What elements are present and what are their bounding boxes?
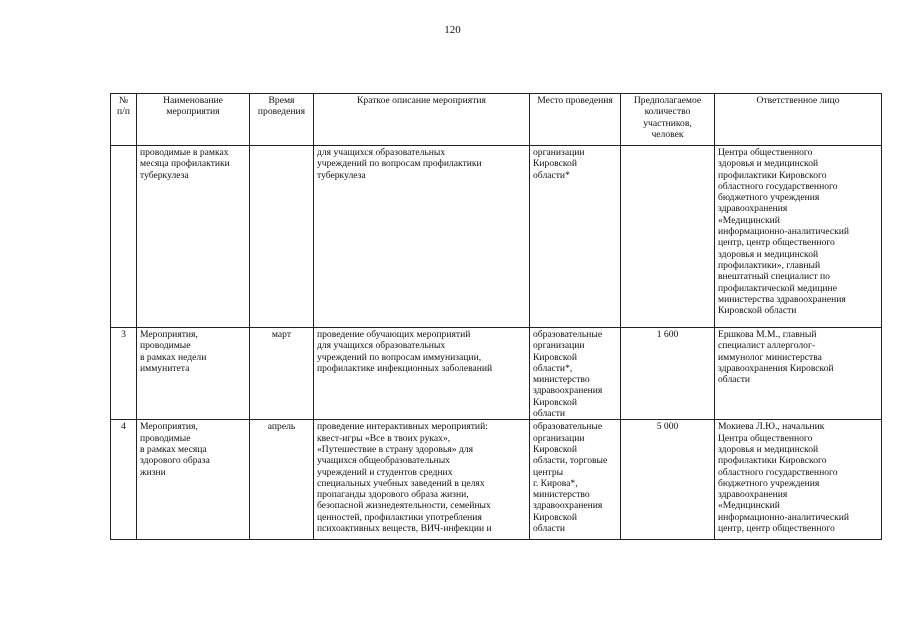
table-header-row [111, 94, 882, 146]
table-row [111, 328, 882, 420]
header-time: Время проведения [250, 94, 314, 146]
cell-description: проведение обучающих мероприятий для учащихся образовательных учреждений по вопросам иммунизации, профилактике инфекционных заболеваний [314, 328, 530, 420]
table-row [111, 420, 882, 540]
cell-event-name: Мероприятия, проводимые в рамках недели иммунитета [137, 328, 250, 420]
table-row [111, 146, 882, 328]
header-participants: Предполагаемое количество участников, человек [621, 94, 715, 146]
cell-participants: 1 600 [621, 328, 715, 420]
header-description: Краткое описание мероприятия [314, 94, 530, 146]
header-place: Место проведения [530, 94, 621, 146]
cell-participants [621, 146, 715, 328]
cell-description: для учащихся образовательных учреждений по вопросам профилактики туберкулеза [314, 146, 530, 328]
cell-time: март [250, 328, 314, 420]
cell-time: апрель [250, 420, 314, 540]
cell-responsible: Центра общественного здоровья и медицинской профилактики Кировского областного государственного бюджетного учреждения здравоохранения «Медицинский информационно-аналитический центр, центр общественного здоровья и медицинской профилактики», главный внештатный специалист по профилактической медицине министерства здравоохранения Кировской области [715, 146, 882, 328]
cell-place: образовательные организации Кировской области, торговые центры г. Кирова*, министерство здравоохранения Кировской области [530, 420, 621, 540]
header-number: № п/п [111, 94, 137, 146]
cell-time [250, 146, 314, 328]
events-table [110, 93, 882, 540]
header-event-name: Наименование мероприятия [137, 94, 250, 146]
page-number: 120 [444, 24, 461, 36]
cell-event-name: Мероприятия, проводимые в рамках месяца здорового образа жизни [137, 420, 250, 540]
cell-place: образовательные организации Кировской области*, министерство здравоохранения Кировской области [530, 328, 621, 420]
header-responsible: Ответственное лицо [715, 94, 882, 146]
cell-responsible: Мокиева Л.Ю., начальник Центра общественного здоровья и медицинской профилактики Кировского областного государственного бюджетного учреждения здравоохранения «Медицинский информационно-аналитический центр, центр общественного [715, 420, 882, 540]
cell-number: 3 [111, 328, 137, 420]
cell-number: 4 [111, 420, 137, 540]
cell-event-name: проводимые в рамках месяца профилактики туберкулеза [137, 146, 250, 328]
cell-place: организации Кировской области* [530, 146, 621, 328]
cell-participants: 5 000 [621, 420, 715, 540]
cell-responsible: Ершкова М.М., главный специалист аллерголог- иммунолог министерства здравоохранения Кировской области [715, 328, 882, 420]
cell-description: проведение интерактивных мероприятий: квест-игры «Все в твоих руках», «Путешествие в страну здоровья» для учащихся общеобразовательных учреждений и студентов средних специальных учебных заведений в целях пропаганды здорового образа жизни, безопасной жизнедеятельности, семейных ценностей, профилактики употребления психоактивных веществ, ВИЧ-инфекции и [314, 420, 530, 540]
cell-number [111, 146, 137, 328]
